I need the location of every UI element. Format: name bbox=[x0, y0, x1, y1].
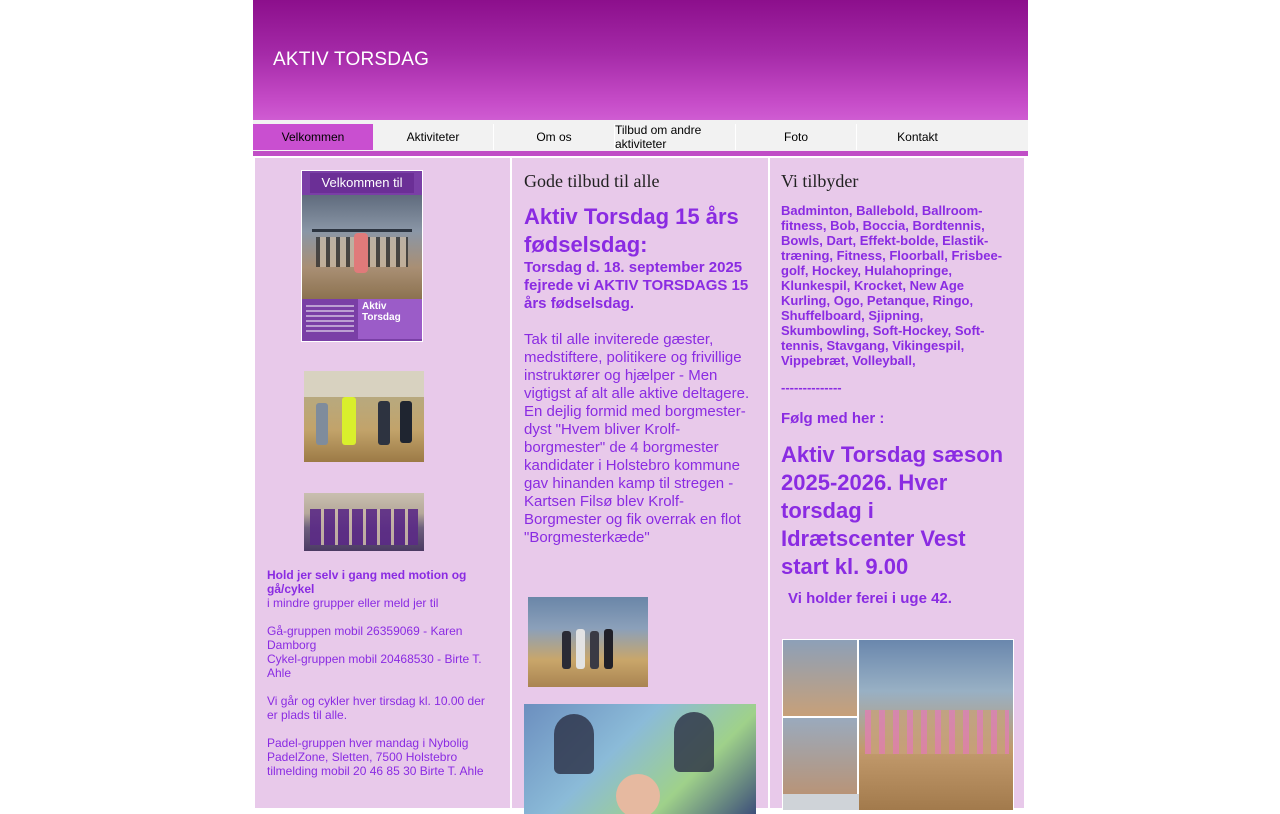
nav-item-foto[interactable]: Foto bbox=[736, 124, 857, 150]
wall-photo[interactable] bbox=[524, 704, 756, 814]
poster-title: Velkommen til bbox=[310, 173, 414, 193]
walk-schedule: Vi går og cykler hver tirsdag kl. 10.00 der er plads til alle. bbox=[267, 694, 485, 722]
holiday-text: Vi holder ferei i uge 42. bbox=[788, 590, 952, 607]
anniversary-bold-text: Torsdag d. 18. september 2025 fejrede vi AKTIV TORSDAGS 15 års fødselsdag. bbox=[524, 259, 749, 312]
nav-item-tilbud[interactable]: Tilbud om andre aktiviteter bbox=[615, 124, 736, 150]
middle-column bbox=[512, 158, 768, 808]
poster-image[interactable] bbox=[301, 170, 423, 342]
poster-photo bbox=[302, 195, 422, 299]
divider-text: -------------- bbox=[781, 380, 842, 395]
fitness-collage[interactable] bbox=[782, 639, 1014, 811]
group-photo[interactable] bbox=[304, 493, 424, 551]
poster-brand: Aktiv Torsdag bbox=[362, 301, 401, 323]
poster-logo-panel bbox=[358, 299, 422, 339]
padel-group: Padel-gruppen hver mandag i Nybolig PadelZone, Sletten, 7500 Holstebro tilmelding mobil 20 46 85 30 Birte T. Ahle bbox=[267, 736, 484, 778]
walk-group: Gå-gruppen mobil 26359069 - Karen Damborg bbox=[267, 624, 463, 652]
left-column bbox=[255, 158, 510, 808]
nav-item-om-os[interactable]: Om os bbox=[494, 124, 615, 150]
nav-item-velkommen[interactable]: Velkommen bbox=[253, 124, 373, 150]
bike-group: Cykel-gruppen mobil 20468530 - Birte T. Ahle bbox=[267, 652, 482, 680]
middle-heading: Gode tilbud til alle bbox=[524, 171, 660, 191]
mayor-photo[interactable] bbox=[528, 597, 648, 687]
season-text: Aktiv Torsdag sæson 2025-2026. Hver torsdag i Idrætscenter Vest start kl. 9.00 bbox=[781, 442, 1004, 579]
thanks-text: Tak til alle inviterede gæster, medstiftere, politikere og frivillige instruktører og hjælper - Men vigtigst af alt alle aktive deltagere. bbox=[524, 331, 750, 402]
nav-item-aktiviteter[interactable]: Aktiviteter bbox=[373, 124, 494, 150]
activities-list: Badminton, Ballebold, Ballroom-fitness, Bob, Boccia, Bordtennis, Bowls, Dart, Effekt-bolde, Elastik-træning, Fitness, Floorball, Frisbee-golf, Hockey, Hulahopringe, Klunkespil, Krocket, New Age Kurling, Ogo, Petanque, Ringo, Shuffelboard, Sjipning, Skumbowling, Soft-Hockey, Soft-tennis, Stavgang, Vikingespil, Vippebræt, Volleyball, bbox=[781, 203, 1003, 368]
intro-text: i mindre grupper eller meld jer til bbox=[267, 596, 439, 610]
follow-text: Følg med her : bbox=[781, 410, 885, 427]
site-header bbox=[253, 0, 1028, 120]
left-text-block bbox=[267, 568, 495, 778]
right-heading: Vi tilbyder bbox=[781, 171, 859, 191]
mayor-contest-text: En dejlig formid med borgmester-dyst "Hvem bliver Krolf-borgmester" de 4 borgmester kandidater i Holstebro kommune gav hinanden kamp til stregen - Kartsen Filsø blev Krolf-Borgmester og fik overrak en flot "Borgmesterkæde" bbox=[524, 403, 746, 546]
site-container bbox=[253, 0, 1028, 800]
anniversary-text bbox=[524, 331, 758, 547]
site-title: AKTIV TORSDAG bbox=[273, 49, 430, 70]
nav-item-kontakt[interactable]: Kontakt bbox=[897, 130, 938, 144]
gym-photo-1[interactable] bbox=[304, 371, 424, 462]
intro-bold: Hold jer selv i gang med motion og gå/cykel bbox=[267, 568, 467, 596]
right-column bbox=[770, 158, 1024, 808]
nav-accent-bar bbox=[253, 151, 1028, 156]
anniversary-heading: Aktiv Torsdag 15 års fødselsdag: bbox=[524, 204, 739, 257]
poster-fineprint bbox=[306, 305, 354, 335]
